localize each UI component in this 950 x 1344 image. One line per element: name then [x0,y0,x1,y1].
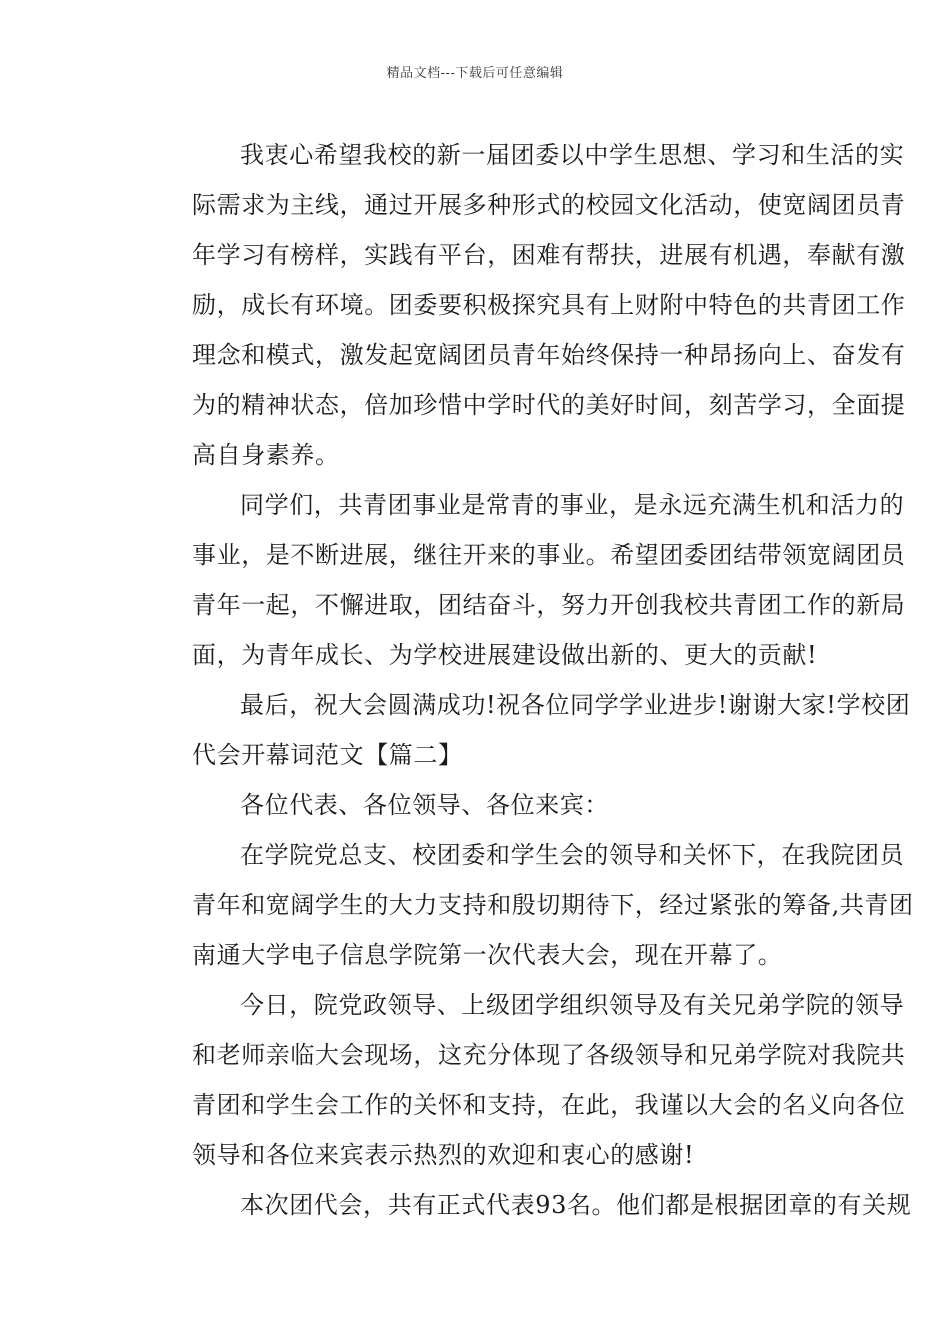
text-line: 最后，祝大会圆满成功!祝各位同学学业进步!谢谢大家!学校团 [240,691,911,719]
paragraph-1 [144,130,906,480]
text-line: 青年和宽阔学生的大力支持和殷切期待下，经过紧张的筹备,共青团 [192,891,914,919]
text-line: 领导和各位来宾表示热烈的欢迎和衷心的感谢! [192,1141,695,1169]
text-line: 在学院党总支、校团委和学生会的领导和关怀下，在我院团员 [240,841,905,869]
text-line: 各位代表、各位领导、各位来宾： [240,791,609,819]
paragraph-4 [144,780,808,830]
page-header: 精品文档---下载后可任意编辑 [386,66,564,81]
text-line: 面，为青年成长、为学校进展建设做出新的、更大的贡献! [192,641,818,669]
text-line: 为的精神状态，倍加珍惜中学时代的美好时间，刻苦学习，全面提 [192,391,906,419]
text-line: 年学习有榜样，实践有平台，困难有帮扶，进展有机遇，奉献有激 [192,241,906,269]
text-line: 我衷心希望我校的新一届团委以中学生思想、学习和生活的实 [240,141,905,169]
paragraph-5 [144,830,914,980]
text-line: 高自身素养。 [192,441,340,469]
paragraph-3 [144,680,911,780]
text-line: 青年一起，不懈进取，团结奋斗，努力开创我校共青团工作的新局 [192,591,906,619]
paragraph-6 [144,980,906,1180]
text-line: 理念和模式，激发起宽阔团员青年始终保持一种昂扬向上、奋发有 [192,341,906,369]
text-line: 南通大学电子信息学院第一次代表大会，现在开幕了。 [192,941,783,969]
document-body [144,130,914,1230]
text-line: 青团和学生会工作的关怀和支持，在此，我谨以大会的名义向各位 [192,1091,906,1119]
text-line: 同学们，共青团事业是常青的事业，是永远充满生机和活力的 [240,491,905,519]
text-line: 今日，院党政领导、上级团学组织领导及有关兄弟学院的领导 [240,991,905,1019]
text-line: 际需求为主线，通过开展多种形式的校园文化活动，使宽阔团员青 [192,191,906,219]
paragraph-2 [144,480,906,680]
text-line: 本次团代会，共有正式代表93名。他们都是根据团章的有关规 [240,1191,912,1219]
text-line: 励，成长有环境。团委要积极探究具有上财附中特色的共青团工作 [192,291,906,319]
text-line: 和老师亲临大会现场，这充分体现了各级领导和兄弟学院对我院共 [192,1041,906,1069]
text-line: 事业，是不断进展，继往开来的事业。希望团委团结带领宽阔团员 [192,541,906,569]
paragraph-7 [144,1180,912,1230]
text-line: 代会开幕词范文【篇二】 [192,741,463,769]
